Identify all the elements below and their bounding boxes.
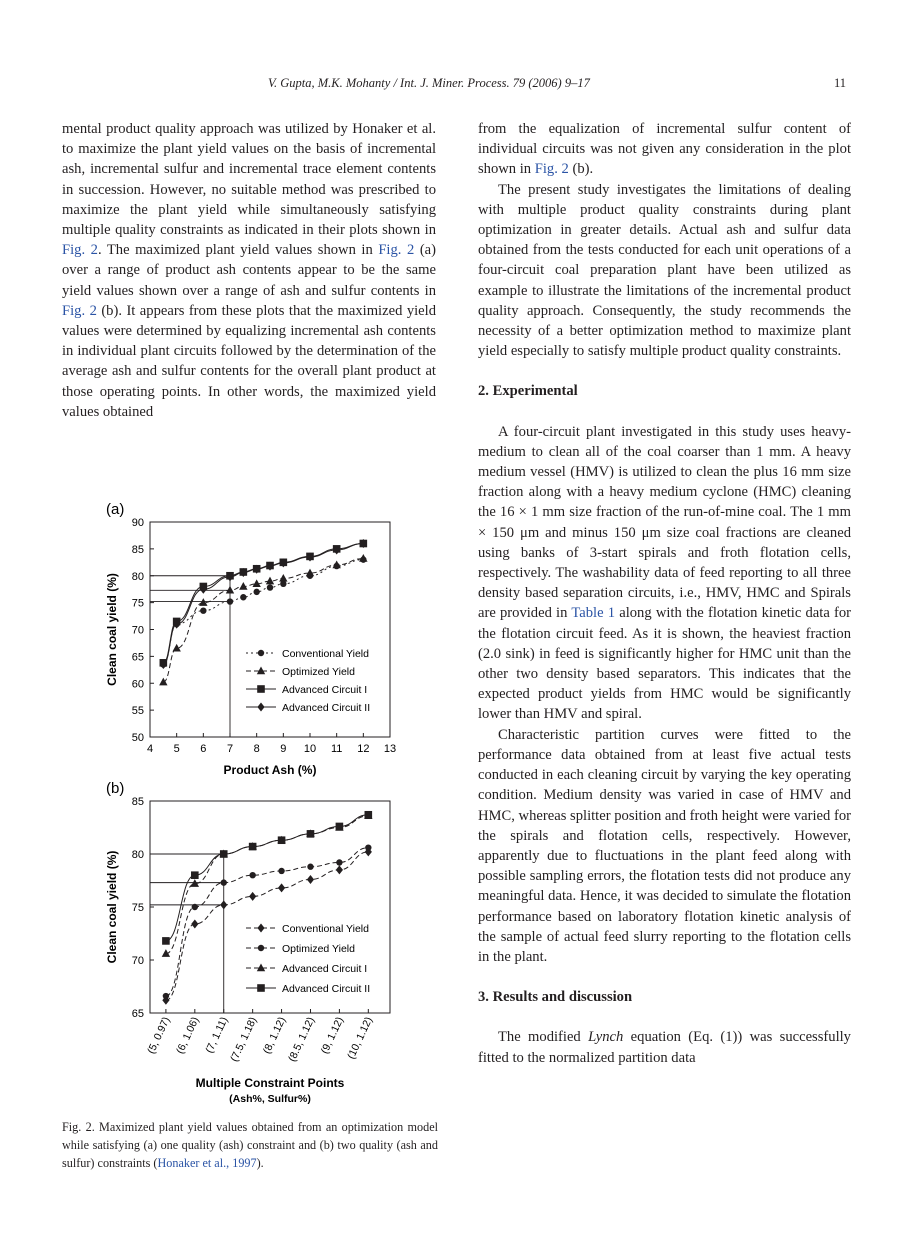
figure-link[interactable]: Fig. 2	[62, 302, 97, 319]
data-point	[365, 811, 373, 819]
figure-caption	[62, 1118, 438, 1173]
y-tick-label: 85	[131, 796, 144, 808]
y-tick-label: 75	[131, 597, 144, 610]
panel-label: (a)	[106, 501, 125, 518]
data-point	[267, 584, 273, 590]
panel-label: (b)	[106, 780, 125, 797]
y-tick-label: 80	[131, 849, 144, 861]
page-number: 11	[834, 76, 847, 90]
data-point	[253, 589, 259, 595]
figure-2-svg	[96, 490, 436, 1110]
data-point	[162, 937, 170, 945]
running-head: V. Gupta, M.K. Mohanty / Int. J. Miner. Process. 79 (2006) 9–17	[268, 76, 590, 90]
y-tick-label: 90	[131, 517, 144, 529]
x-tick-label: 10	[303, 743, 317, 755]
y-tick-label: 75	[131, 902, 144, 914]
text-run: (b).	[568, 161, 594, 178]
legend-label: Conventional Yield	[282, 923, 369, 935]
series-line	[163, 559, 363, 683]
x-axis-label: Multiple Constraint Points	[195, 1076, 345, 1090]
data-point	[249, 843, 257, 851]
x-tick-label: 13	[383, 743, 397, 755]
left-column	[62, 119, 436, 422]
x-tick-label: 12	[357, 743, 370, 755]
text-run: from the equalization of incremental sulfur content of individual circuits was not given any consideration in the plot shown in	[478, 121, 851, 178]
text-run: (b). It appears from these plots that the maximized yield values were determined by equalizing incremental ash contents in individual plant circuits followed by the determination of the average ash and sulfur contents for the overall plant product at those operating points. In other words, the maximized yield values obtained	[62, 302, 436, 420]
text-run: The modified	[498, 1029, 589, 1046]
data-point	[332, 561, 340, 569]
y-tick-label: 85	[131, 543, 144, 556]
data-point	[306, 569, 314, 577]
text-run: A four-circuit plant investigated in this study uses heavy-medium to clean all of the coal coarser than 1 mm. A heavy medium vessel (HMV) is utilized to clean the plus 16 mm size fraction along with a heavy medium cyclone (HMC) cleaning the 16 × 1 mm size fraction of the run-of-mine coal. The 1 mm × 150 μm and minus 150 μm size coal fractions are cleaned using banks of 3-start spirals and froth flotation cells, respectively. The washability data of feed reporting to all three density based separation circuits, i.e., HMV, HMC and Spirals are provided in	[478, 423, 851, 622]
legend-marker	[257, 667, 265, 675]
right-paragraph-4: Characteristic partition curves were fitted to the performance data obtained from at least five actual tests conducted in each cleaning circuit by varying the key operating condition. Medium density was varied in case of HMV and HMC, whereas splitter position and froth height were varied for the spirals and flotation cells, respectively. However, apparently due to fluctuations in the plant feed along with possible sampling errors, the flotation tests did not produce any meaningful data. Hence, it was decided to simulate the flotation performance based on laboratory flotation kinetic analysis of the sample of actual feed slurry reporting to the flotation cells in the plant.	[478, 726, 851, 965]
data-point	[278, 868, 284, 874]
data-point	[266, 577, 274, 585]
y-tick-label: 70	[131, 955, 144, 967]
legend-label: Conventional Yield	[282, 648, 369, 660]
right-paragraph-2: The present study investigates the limitations of dealing with multiple product quality constraints during plant optimization in greater details. Actual ash and sulfur data obtained from the tests conducted for each unit operations of a four-circuit coal preparation plant have been utilized as example to illustrate the limitations of the incremental product quality approach. Consequently, the study recommends the necessity of a better optimization method to maximize plant yield especially to satisfy multiple product quality constraints.	[478, 181, 851, 360]
data-point	[307, 875, 314, 884]
data-point	[220, 900, 227, 909]
x-tick-label: 6	[200, 743, 207, 755]
x-tick-label: 4	[146, 743, 154, 755]
y-tick-label: 60	[131, 678, 144, 691]
x-tick-label: (9, 1.12)	[318, 1015, 347, 1056]
data-point	[249, 892, 256, 901]
caption-text: Fig. 2. Maximized plant yield values obtained from an optimization model while satisfying (a) one quality (ash) constraint and (b) two quality (ash and sulfur) constraints (	[62, 1120, 438, 1171]
figure-link[interactable]: Fig. 2	[378, 242, 415, 259]
x-tick-label: (8, 1.12)	[260, 1015, 289, 1056]
data-point	[336, 859, 342, 865]
data-point	[307, 864, 313, 870]
y-tick-label: 50	[131, 732, 144, 744]
y-tick-label: 70	[131, 624, 144, 637]
data-point	[249, 872, 255, 878]
reference-link[interactable]: Honaker et al., 1997	[157, 1156, 257, 1171]
x-tick-label: (8.5, 1.12)	[286, 1015, 318, 1064]
y-tick-label: 80	[131, 570, 144, 583]
series-line	[163, 544, 363, 663]
x-tick-label: 11	[330, 743, 343, 755]
figure-2	[96, 490, 436, 1110]
legend-label: Advanced Circuit II	[282, 983, 371, 995]
data-point	[226, 586, 234, 594]
x-tick-label: (10, 1.12)	[345, 1015, 376, 1062]
table-link[interactable]: Table 1	[571, 605, 616, 622]
right-paragraph-1	[478, 119, 851, 180]
text-run: mental product quality approach was utilized by Honaker et al. to maximize the plant yield values on the basis of incremental ash, incremental sulfur and incremental trace element contents in succession. However, no suitable method was prescribed to maximize the plant yield while simultaneously satisfying multiple quality constraints as indicated in their plots shown in	[62, 121, 436, 239]
right-paragraph-3	[478, 422, 851, 725]
section-2-heading: 2. Experimental	[478, 383, 578, 400]
data-point	[220, 850, 228, 858]
data-point	[163, 993, 169, 999]
caption-end: ).	[256, 1156, 264, 1171]
x-axis-label: Product Ash (%)	[223, 763, 317, 777]
legend-marker	[257, 924, 264, 933]
series-line	[163, 544, 363, 665]
x-tick-label: 8	[253, 743, 260, 755]
y-axis-label: Clean coal yield (%)	[105, 850, 119, 964]
data-point	[359, 554, 367, 562]
x-tick-label: 9	[280, 743, 287, 755]
y-axis-label: Clean coal yield (%)	[105, 573, 119, 686]
data-point	[227, 598, 233, 604]
italic-text: Lynch	[588, 1029, 624, 1046]
data-point	[191, 871, 199, 879]
legend-label: Optimized Yield	[282, 666, 355, 678]
x-tick-label: (7, 1.11)	[203, 1015, 231, 1056]
data-point	[240, 594, 246, 600]
y-tick-label: 65	[131, 1008, 144, 1020]
legend-marker	[257, 984, 265, 992]
legend-label: Optimized Yield	[282, 943, 355, 955]
data-point	[221, 879, 227, 885]
legend-label: Advanced Circuit I	[282, 684, 368, 696]
data-point	[365, 844, 371, 850]
data-point	[278, 883, 285, 892]
legend-label: Advanced Circuit II	[282, 702, 371, 714]
y-tick-label: 65	[131, 651, 144, 664]
text-run: equation (Eq. (1)) was successfully fitted to the normalized partition data	[478, 1029, 851, 1066]
data-point	[279, 574, 287, 582]
data-point	[200, 607, 206, 613]
right-column	[478, 119, 851, 1068]
text-run: along with the flotation kinetic data for the flotation circuit feed. As it is shown, the heaviest fraction (2.0 sink) in feed is significantly higher for HMC unit than the other two density based separators. This indicates that the expected product yields from HMC would be significantly lower than HMV and spiral.	[478, 605, 851, 723]
data-point	[307, 830, 315, 838]
x-axis-sublabel: (Ash%, Sulfur%)	[229, 1093, 311, 1105]
figure-link[interactable]: Fig. 2	[62, 242, 98, 259]
x-tick-label: (7.5, 1.18)	[228, 1015, 260, 1064]
legend-marker	[257, 964, 265, 972]
legend-marker	[258, 650, 264, 656]
left-paragraph-1	[62, 119, 436, 422]
data-point	[278, 836, 286, 844]
figure-link[interactable]: Fig. 2	[534, 161, 569, 178]
x-tick-label: 7	[226, 743, 234, 755]
section-3-heading: 3. Results and discussion	[478, 989, 633, 1006]
text-run: . The maximized plant yield values shown in	[97, 242, 379, 259]
y-tick-label: 55	[131, 705, 144, 718]
x-tick-label: (6, 1.06)	[174, 1015, 202, 1056]
data-point	[336, 865, 343, 874]
x-tick-label: (5, 0.97)	[145, 1015, 173, 1056]
right-paragraph-5	[478, 1027, 851, 1067]
plot-frame	[150, 801, 390, 1013]
x-tick-label: 5	[173, 743, 180, 755]
text-run: (a) over a range of product ash contents appear to be the same yield values shown over a range of ash and sulfur contents in	[62, 242, 437, 299]
legend-marker	[257, 703, 264, 712]
legend-label: Advanced Circuit I	[282, 963, 368, 975]
legend-marker	[257, 685, 265, 693]
data-point	[192, 904, 198, 910]
data-point	[191, 919, 198, 928]
data-point	[336, 823, 344, 831]
legend-marker	[258, 945, 264, 951]
